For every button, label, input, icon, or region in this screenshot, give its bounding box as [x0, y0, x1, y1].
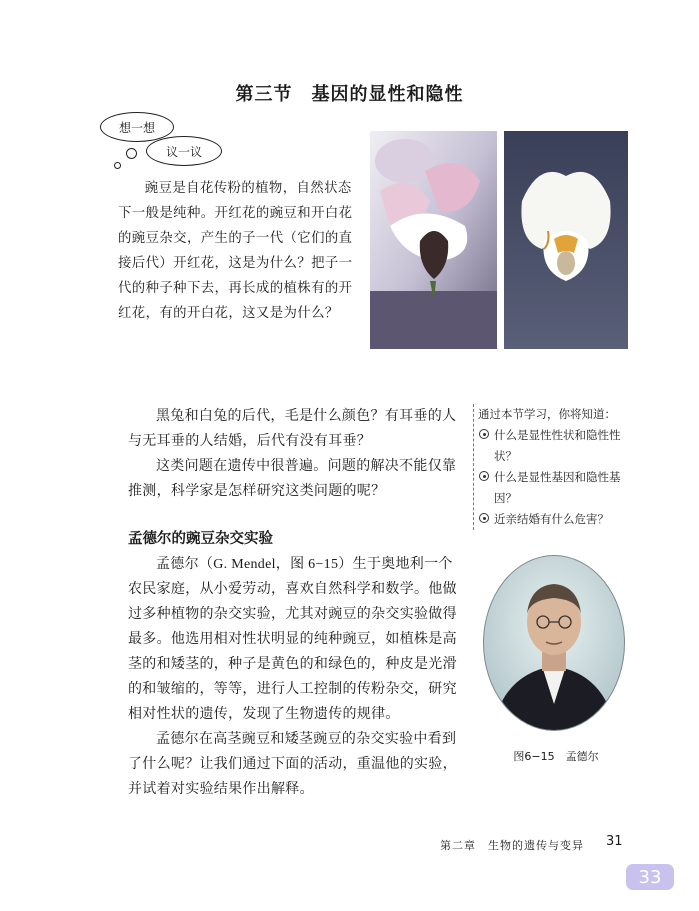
footer-page-number: 31 [606, 834, 623, 849]
paragraph-inheritance-question: 这类问题在遗传中很普遍。问题的解决不能仅靠推测，科学家是怎样研究这类问题的呢？ [128, 459, 457, 499]
bubble-discuss: 议一议 [146, 136, 222, 166]
page-badge[interactable]: 33 [626, 864, 674, 890]
bubble-dot-large [126, 148, 137, 159]
bullet-icon [479, 429, 489, 439]
goal-item: 什么是显性性状和隐性性状？ [478, 425, 636, 467]
red-flower-photo [370, 131, 497, 349]
paragraph-activity: 孟德尔在高茎豌豆和矮茎豌豆的杂交实验中看到了什么呢？让我们通过下面的活动，重温他的实验，并试着对实验结果作出解释。 [128, 732, 457, 797]
paragraph-mendel-bio: 孟德尔（G. Mendel，图 6−15）生于奥地利一个农民家庭，从小爱劳动，喜欢自然科学和数学。他做过多种植物的杂交实验，尤其对豌豆的杂交实验做得最多。他选用相对性状明显的纯种豌豆，如植株是高茎的和矮茎的，种子是黄色的和绿色的，种皮是光滑的和皱缩的，等等，进行人工控制的传粉杂交，研究相对性状的遗传，发现了生物遗传的规律。 [128, 557, 457, 722]
goal-item: 近亲结婚有什么危害？ [478, 509, 636, 530]
subheading: 孟德尔的豌豆杂交实验 [128, 531, 273, 547]
mendel-portrait [482, 554, 626, 732]
goal-item: 什么是显性基因和隐性基因？ [478, 467, 636, 509]
bubble-think: 想一想 [100, 112, 174, 142]
paragraphs-top [128, 404, 460, 504]
learning-goals-sidebar [478, 404, 636, 530]
paragraphs-main [128, 552, 460, 802]
bubble-dot-small [114, 162, 121, 169]
paragraph-rabbit: 黑兔和白兔的后代，毛是什么颜色？有耳垂的人与无耳垂的人结婚，后代有没有耳垂？ [128, 409, 457, 449]
white-flower-photo [504, 131, 628, 349]
sidebar-divider [473, 404, 474, 530]
section-title: 第三节 基因的显性和隐性 [235, 84, 464, 105]
figure-caption: 图6−15 孟德尔 [513, 750, 599, 763]
footer-chapter: 第二章 生物的遗传与变异 [440, 839, 584, 852]
bullet-icon [479, 471, 489, 481]
sidebar-lead: 通过本节学习，你将知道： [478, 407, 616, 421]
bullet-icon [479, 513, 489, 523]
intro-text: 豌豆是自花传粉的植物，自然状态下一般是纯种。开红花的豌豆和开白花的豌豆杂交，产生的子一代（它们的直接后代）开红花，这是为什么？把子一代的种子种下去，再长成的植株有的开红花，有的开白花，这又是为什么？ [118, 181, 353, 321]
